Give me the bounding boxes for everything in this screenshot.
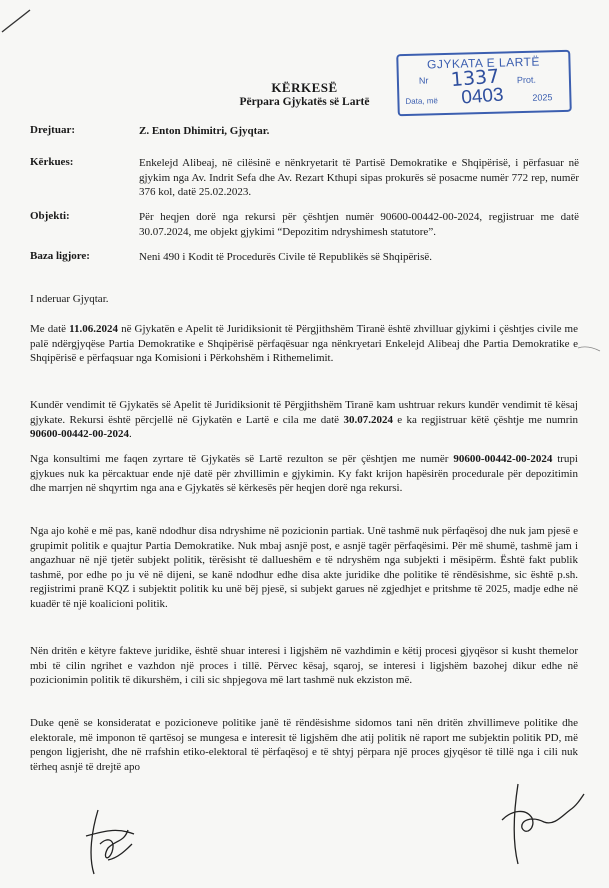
legal-basis-value: Neni 490 i Kodit të Procedurës Civile të Republikës së Shqipërisë.: [139, 251, 432, 263]
addressed-value: Z. Enton Dhimitri, Gjyqtar.: [139, 125, 270, 137]
object-label: Objekti:: [30, 210, 70, 222]
paragraph-1: Me datë 11.06.2024 në Gjykatën e Apelit të Juridiksionit të Përgjithshëm Tiranë është zhvilluar gjykimi i çështjes civile me palë ndërgjyqëse Partia Demokratike e Shqipërisë përfaqësuar nga nënkryetari Enkelejd Alibeaj dhe Partia Demokratike e Shqipërisë e përfaqsuar nga Komisioni i Përkohshëm i Rithemelimit.: [30, 323, 578, 365]
paragraph-3: Nga konsultimi me faqen zyrtare të Gjykatës së Lartë rezulton se për çështjen me numër 90600-00442-00-2024 trupi gjykues nuk ka përcaktuar ende një datë për zhvillimin e gjykimin. Ky fakt krijon hapësirën procedurale për depozitimin dhe marrjen në shqyrtim nga ana e Gjykatës së kërkesës për heqjen dorë nga rekursi.: [30, 453, 578, 495]
document-subtitle: Përpara Gjykatës së Lartë: [239, 96, 370, 108]
paragraph-5: Nën dritën e këtyre fakteve juridike, është shuar interesi i ligjshëm në vazhdimin e këtij procesi gjyqësor si kusht themelor mbi të cilin ngrihet e vazhdon një proces i tillë. Përvec kësaj, sqaroj, se interesi i ligjshëm bazohej dikur edhe në pozicionimin politik të dikurshëm, i cili sic shpjegova më lart tashmë nuk ekziston më.: [30, 645, 578, 687]
salutation: I nderuar Gjyqtar.: [30, 293, 109, 305]
addressed-label: Drejtuar:: [30, 124, 75, 136]
document-title: KËRKESË: [271, 80, 338, 95]
signature-left-icon: [78, 800, 148, 880]
stamp-nr-label: Nr: [418, 75, 429, 86]
paragraph-4: Nga ajo kohë e më pas, kanë ndodhur disa ndryshime në pozicionin partiak. Unë tashmë nuk përfaqësoj dhe nuk jam pjesë e grupimit politik e quajtur Partia Demokratike. Nuk mbaj asnjë post, e asnjë tagër përfaqësimi. Për më shumë, tashmë jam i angazhuar në një tjetër subjekt politik, tërësisht të dallueshëm e të ndryshëm nga subjekti i mësipërm. Është fakt publik tashmë, por edhe po ju vë në dijeni, se kanë ndodhur edhe disa akte juridike dhe politike të rëndësishme, sic është p.sh. regjistrimi pranë KQZ i subjektit politik ku unë bëj pjesë, si subjekt garues në zgjedhjet e pritshme të 2025, madje edhe në kuadër të një koalicioni politik.: [30, 525, 578, 610]
stamp-prot-label: Prot.: [516, 74, 537, 86]
signature-right-icon: [492, 770, 592, 870]
legal-basis-label: Baza ligjore:: [30, 250, 90, 262]
stamp-year: 2025: [532, 92, 553, 103]
object-value: Për heqjen dorë nga rekursi për çështjen numër 90600-00442-00-2024, regjistruar me datë 30.07.2024, me objekt gjykimi “Depozitim ndryshimesh statutore”.: [139, 211, 579, 238]
stamp-date-label: Data, më: [405, 96, 439, 107]
stamp-protocol-number: 1337: [450, 65, 501, 92]
requester-value: Enkelejd Alibeaj, në cilësinë e nënkryetarit të Partisë Demokratike e Shqipërisë, i përfasuar në gjykim nga Av. Indrit Sefa dhe Av. Rezart Kthupi sipas prokurës së posacme numër 772 rep, numër 376 kol, datë 25.02.2023.: [139, 157, 579, 198]
paragraph-2: Kundër vendimit të Gjykatës së Apelit të Juridiksionit të Përgjithshëm Tiranë kam ushtruar rekurs kundër vendimit të kësaj gjykate. Rekursi është përcjellë në Gjykatën e Lartë e cila me datë 30.07.2024 e ka regjistruar këtë çështje me numrin 90600-00442-00-2024.: [30, 399, 578, 441]
requester-label: Kërkues:: [30, 156, 74, 168]
stamp-institution: GJYKATA E LARTË: [426, 54, 541, 72]
stamp-date-value: 0403: [460, 84, 505, 109]
paragraph-6: Duke qenë se konsideratat e pozicioneve politike janë të rëndësishme sidomos tani nën dritën zhvillimeve politike dhe elektorale, më imponon të qartësoj se mungesa e interesit të ligjshëm dhe atij politik në raport me subjektin politik PD, më pengon ligjerisht, dhe në rrafshin etiko-elektoral të përfaqësoj e të shtyj përpara një proces gjyqësor të tillë nga i cili nuk tërheq asnjë të drejtë apo: [30, 717, 578, 773]
